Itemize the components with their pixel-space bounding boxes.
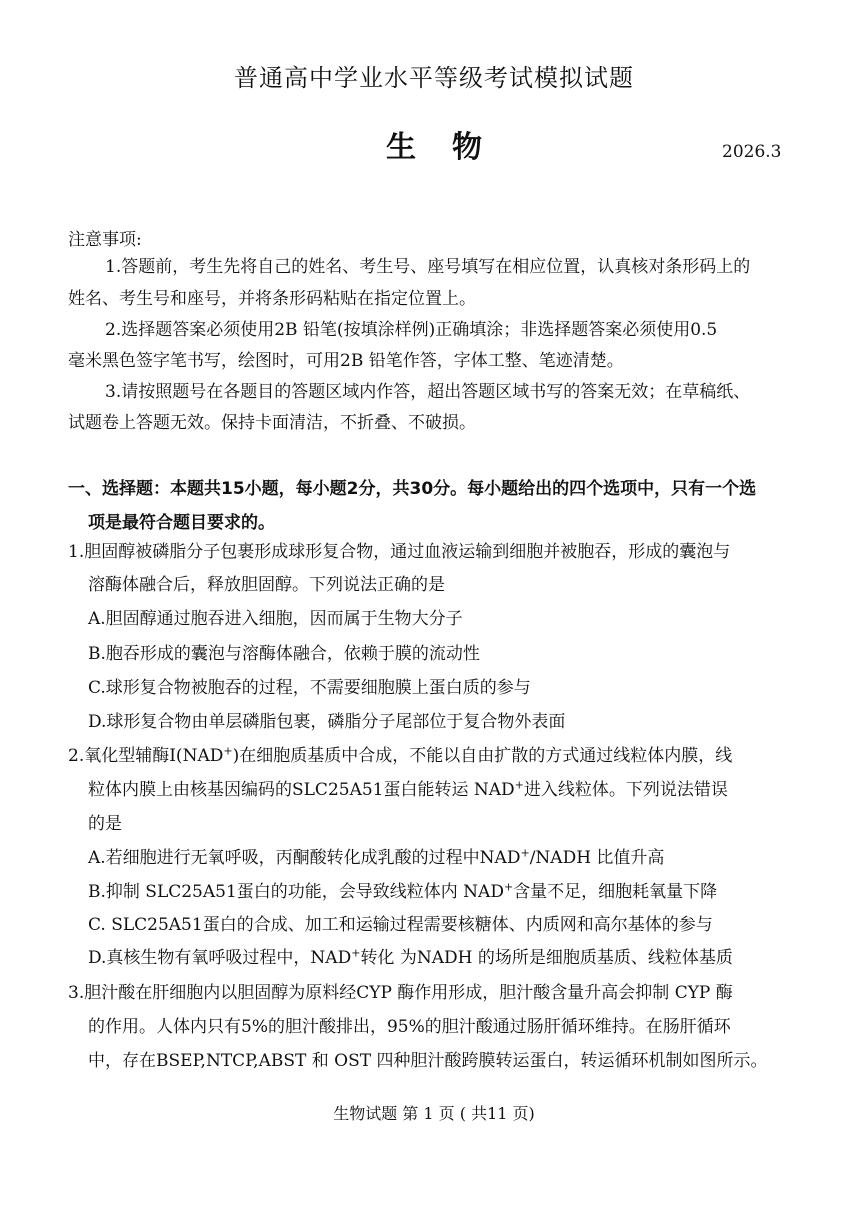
superscript-plus: +: [351, 946, 361, 960]
subject-title: 生物: [386, 130, 518, 165]
notice-item-1-line-1: 1.答题前，考生先将自己的姓名、考生号、座号填写在相应位置，认真核对条形码上的: [105, 257, 751, 277]
notice-item-2-line-2: 毫米黑色签字笔书写，绘图时，可用2B 铅笔作答，字体工整、笔迹清楚。: [68, 351, 624, 371]
notice-item-1-line-2: 姓名、考生号和座号，并将条形码粘贴在指定位置上。: [68, 289, 476, 309]
q2-option-a: [88, 848, 664, 868]
q3-stem-line-2: 的作用。人体内只有5%的胆汁酸排出，95%的胆汁酸通过肠肝循环维持。在肠肝循环: [88, 1017, 731, 1037]
q2-option-b-part-a: B.抑制 SLC25A51蛋白的功能，会导致线粒体内 NAD: [88, 882, 504, 902]
q2-option-d-part-b: 转化 为NADH 的场所是细胞质基质、线粒体基质: [360, 948, 733, 968]
q2-option-a-part-a: A.若细胞进行无氧呼吸，丙酮酸转化成乳酸的过程中NAD: [88, 848, 521, 868]
q2-stem-line-1-part-a: 2.氧化型辅酶Ⅰ(NAD: [68, 746, 224, 766]
superscript-plus: +: [514, 778, 524, 792]
q2-stem-line-2-part-b: 进入线粒体。下列说法错误: [523, 780, 728, 800]
q2-option-a-part-b: /NADH 比值升高: [529, 848, 665, 868]
q1-stem-line-1: 1.胆固醇被磷脂分子包裹形成球形复合物，通过血液运输到细胞并被胞吞，形成的囊泡与: [68, 542, 731, 562]
exam-title: 普通高中学业水平等级考试模拟试题: [234, 64, 634, 92]
notice-item-3-line-1: 3.请按照题号在各题目的答题区域内作答，超出答题区域书写的答案无效；在草稿纸、: [105, 382, 751, 402]
q3-stem-line-1: 3.胆汁酸在肝细胞内以胆固醇为原料经CYP 酶作用形成，胆汁酸含量升高会抑制 CYP 酶: [68, 983, 733, 1003]
superscript-plus: +: [503, 880, 514, 894]
q1-option-c: C.球形复合物被胞吞的过程，不需要细胞膜上蛋白质的参与: [88, 678, 531, 698]
section-heading-line-1: 一、选择题：本题共15小题，每小题2分，共30分。每小题给出的四个选项中，只有一个选: [68, 479, 757, 499]
q1-option-d: D.球形复合物由单层磷脂包裹，磷脂分子尾部位于复合物外表面: [88, 712, 566, 732]
q2-stem-line-1-part-b: )在细胞质基质中合成，不能以自由扩散的方式通过线粒体内膜，线: [232, 746, 733, 766]
q2-option-c: C. SLC25A51蛋白的合成、加工和运输过程需要核糖体、内质网和高尔基体的参与: [88, 915, 713, 935]
notice-heading: 注意事项:: [68, 230, 142, 250]
q2-option-d-part-a: D.真核生物有氧呼吸过程中，NAD: [88, 948, 352, 968]
q1-stem-line-2: 溶酶体融合后，释放胆固醇。下列说法正确的是: [88, 575, 445, 595]
q2-option-b-part-b: 含量不足，细胞耗氧量下降: [513, 882, 718, 902]
q2-stem-line-3: 的是: [88, 814, 122, 834]
superscript-plus: +: [520, 846, 530, 860]
q2-stem-line-1: [68, 746, 732, 766]
q1-option-a: A.胆固醇通过胞吞进入细胞，因而属于生物大分子: [88, 609, 463, 629]
section-heading-line-2: 项是最符合题目要求的。: [88, 513, 275, 533]
notice-item-3-line-2: 试题卷上答题无效。保持卡面清洁，不折叠、不破损。: [68, 413, 476, 433]
q1-option-b: B.胞吞形成的囊泡与溶酶体融合，依赖于膜的流动性: [88, 644, 480, 664]
q2-stem-line-2-part-a: 粒体内膜上由核基因编码的SLC25A51蛋白能转运 NAD: [88, 780, 515, 800]
q2-option-b: [88, 882, 717, 902]
page-footer: 生物试题 第 1 页 ( 共11 页): [333, 1104, 535, 1123]
exam-date: 2026.3: [722, 142, 782, 162]
notice-item-2-line-1: 2.选择题答案必须使用2B 铅笔(按填涂样例)正确填涂；非选择题答案必须使用0.5: [105, 320, 718, 340]
q2-option-d: [88, 948, 733, 968]
superscript-plus: +: [223, 744, 233, 758]
q3-stem-line-3: 中，存在BSEP,NTCP,ABST 和 OST 四种胆汁酸跨膜转运蛋白，转运循环机制如图所示。: [88, 1051, 768, 1071]
q2-stem-line-2: [88, 780, 728, 800]
